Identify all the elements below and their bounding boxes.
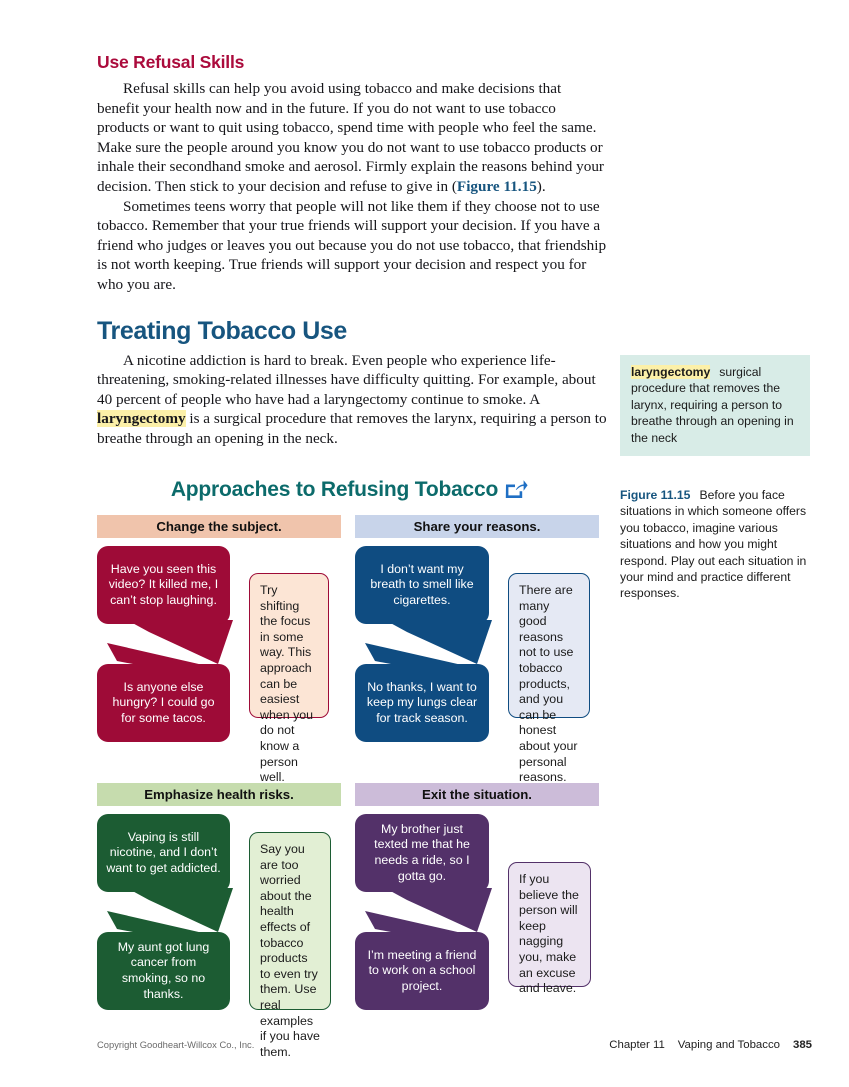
speech-bubble-bottom: I’m meeting a friend to work on a school project.: [355, 932, 489, 1010]
main-text-column: [97, 52, 607, 449]
quadrant-body: [355, 546, 599, 784]
figure-caption: [620, 487, 812, 602]
figure-caption-label: Figure 11.15: [620, 488, 691, 502]
page-title: Use Refusal Skills: [97, 52, 245, 72]
figure-title-text: Approaches to Refusing Tobacco: [170, 478, 499, 501]
speech-bubble-top: I don’t want my breath to smell like cigarettes.: [355, 546, 489, 624]
quadrant-band-label: Exit the situation.: [355, 783, 599, 806]
paragraph-text: A nicotine addiction is hard to break. Even people who experience life-threatening, smoking-related illnesses have difficulty quitting. For example, about 40 percent of people who have had a laryngectomy continue to smoke. A: [97, 351, 596, 408]
quadrant-exit-the-situation: [355, 783, 599, 1052]
paragraph-true-friends: Sometimes teens worry that people will not like them if they choose not to use tobacco. Remember that your true friends will support your decision. If you have a friend who judges or leaves you out because you do not use tobacco, that friendship is not worth keeping. True friends will support your decision and respect you for who you are.: [97, 197, 607, 293]
paragraph-text-tail: is a surgical procedure that removes the larynx, requiring a person to breathe through an opening in the neck.: [97, 410, 607, 447]
quadrant-share-your-reasons: [355, 515, 599, 784]
footer-copyright: Copyright Goodheart-Willcox Co., Inc.: [97, 1039, 255, 1050]
quadrant-tip-box: There are many good reasons not to use tobacco products, and you can be honest about your personal reasons.: [508, 573, 590, 718]
figure-caption-text: Before you face situations in which someone offers you tobacco, imagine various situations and how you might respond. Play out each situation in your mind and practice different responses.: [620, 488, 807, 601]
speech-bubble-bottom: Is anyone else hungry? I could go for some tacos.: [97, 664, 230, 742]
definition-text: surgical procedure that removes the larynx, requiring a person to breathe through an opening in the neck: [631, 365, 794, 445]
definition-term: laryngectomy: [631, 365, 711, 379]
quadrant-body: [355, 814, 599, 1052]
footer-chapter-title: Vaping and Tobacco: [677, 1039, 780, 1051]
quadrant-band-label: Change the subject.: [97, 515, 341, 538]
quadrant-tip-box: If you believe the person will keep nagging you, make an excuse and leave.: [508, 862, 591, 987]
quadrant-body: [97, 546, 341, 784]
share-export-icon[interactable]: [504, 479, 528, 505]
quadrant-emphasize-health-risks: [97, 783, 341, 1059]
figure-title-row: [97, 478, 602, 505]
quadrant-change-the-subject: [97, 515, 341, 784]
footer-chapter-number: Chapter 11: [609, 1039, 665, 1051]
paragraph-nicotine-addiction: [97, 351, 607, 449]
speech-bubble-bottom: No thanks, I want to keep my lungs clear for track season.: [355, 664, 489, 742]
speech-bubble-top: Have you seen this video? It killed me, I can’t stop laughing.: [97, 546, 230, 624]
speech-bubble-bottom: My aunt got lung cancer from smoking, so no thanks.: [97, 932, 230, 1010]
quadrant-tip-box: Say you are too worried about the health effects of tobacco products to even try them. Use real examples if you have them.: [249, 832, 331, 1010]
footer-page-number: 385: [792, 1039, 812, 1051]
key-term-laryngectomy: laryngectomy: [97, 410, 186, 428]
page-footer: [97, 1039, 812, 1051]
speech-bubble-top: My brother just texted me that he needs a ride, so I gotta go.: [355, 814, 489, 892]
definition-box: [620, 355, 810, 456]
quadrant-band-label: Share your reasons.: [355, 515, 599, 538]
quadrant-band-label: Emphasize health risks.: [97, 783, 341, 806]
section-heading-treating-tobacco-use: Treating Tobacco Use: [97, 316, 347, 345]
sidebar-column: [620, 355, 810, 456]
quadrant-tip-box: Try shifting the focus in some way. This approach can be easiest when you do not know a person well.: [249, 573, 329, 718]
quadrant-body: [97, 814, 341, 1059]
paragraph-refusal-skills: [97, 79, 607, 197]
paragraph-text-tail: ).: [536, 177, 546, 195]
footer-chapter-info: [609, 1039, 812, 1051]
figure-reference-link[interactable]: Figure 11.15: [456, 177, 537, 195]
paragraph-text: Refusal skills can help you avoid using tobacco and make decisions that benefit your health now and in the future. If you do not want to use tobacco products or want to quit using tobacco, spend time with people who feel the same. Make sure the people around you know you do not want to use tobacco products or inhale their secondhand smoke and aerosol. Firmly explain the reasons behind your decision. Then stick to your decision and refuse to give in (: [97, 80, 604, 195]
speech-bubble-top: Vaping is still nicotine, and I don’t want to get addicted.: [97, 814, 230, 892]
